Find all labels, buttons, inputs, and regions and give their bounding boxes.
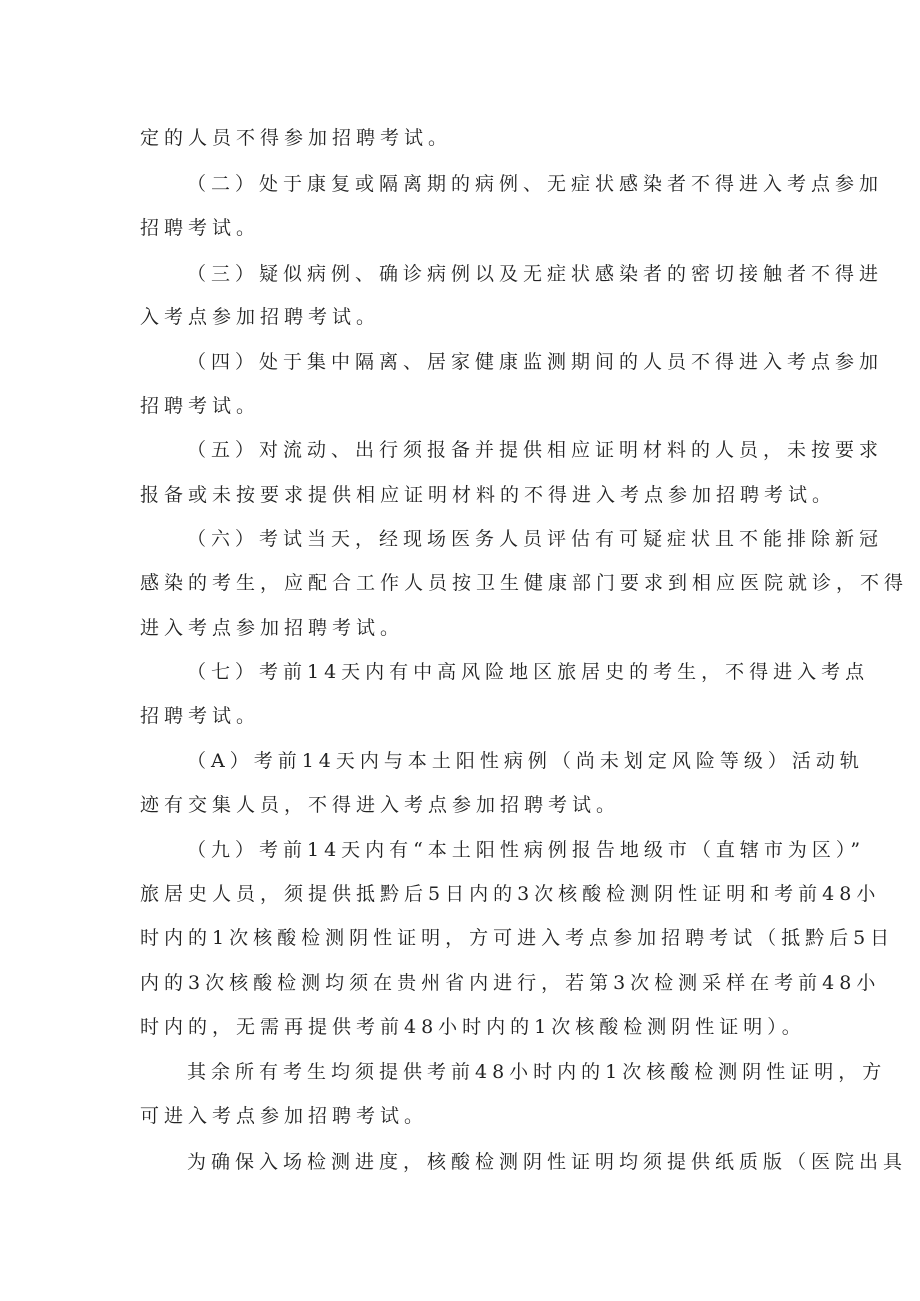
text-line-5: 入考点参加招聘考试。: [140, 306, 381, 328]
text-line-20: 内的3次核酸检测均须在贵州省内进行，若第3次检测采样在考前48小: [140, 972, 881, 994]
text-line-17: （九）考前14天内有“本土阳性病例报告地级市（直辖市为区）”: [187, 839, 866, 861]
text-line-8: （五）对流动、出行须报备并提供相应证明材料的人员，未按要求: [187, 439, 884, 461]
text-line-19: 时内的1次核酸检测阴性证明，方可进入考点参加招聘考试（抵黔后5日: [140, 927, 895, 949]
text-line-16: 迹有交集人员，不得进入考点参加招聘考试。: [140, 794, 621, 816]
text-line-24: 为确保入场检测进度，核酸检测阴性证明均须提供纸质版（医院出具: [187, 1151, 908, 1173]
text-line-23: 可进入考点参加招聘考试。: [140, 1105, 429, 1127]
text-line-14: 招聘考试。: [140, 705, 261, 727]
text-line-12: 进入考点参加招聘考试。: [140, 617, 405, 639]
text-line-7: 招聘考试。: [140, 395, 261, 417]
text-line-2: （二）处于康复或隔离期的病例、无症状感染者不得进入考点参加: [187, 173, 884, 195]
text-line-4: （三）疑似病例、确诊病例以及无症状感染者的密切接触者不得进: [187, 263, 884, 285]
text-line-6: （四）处于集中隔离、居家健康监测期间的人员不得进入考点参加: [187, 351, 884, 373]
text-line-10: （六）考试当天，经现场医务人员评估有可疑症状且不能排除新冠: [187, 528, 884, 550]
text-line-3: 招聘考试。: [140, 217, 261, 239]
text-line-11: 感染的考生，应配合工作人员按卫生健康部门要求到相应医院就诊，不得: [140, 572, 909, 594]
text-line-13: （七）考前14天内有中高风险地区旅居史的考生，不得进入考点: [187, 661, 870, 683]
text-line-18: 旅居史人员，须提供抵黔后5日内的3次核酸检测阴性证明和考前48小: [140, 883, 881, 905]
text-line-15: （A）考前14天内与本土阳性病例（尚未划定风险等级）活动轨: [187, 750, 864, 772]
text-line-22: 其余所有考生均须提供考前48小时内的1次核酸检测阴性证明，方: [187, 1061, 887, 1083]
text-line-21: 时内的，无需再提供考前48小时内的1次核酸检测阴性证明）。: [140, 1016, 806, 1038]
text-line-9: 报备或未按要求提供相应证明材料的不得进入考点参加招聘考试。: [140, 484, 837, 506]
text-line-1: 定的人员不得参加招聘考试。: [140, 127, 453, 149]
